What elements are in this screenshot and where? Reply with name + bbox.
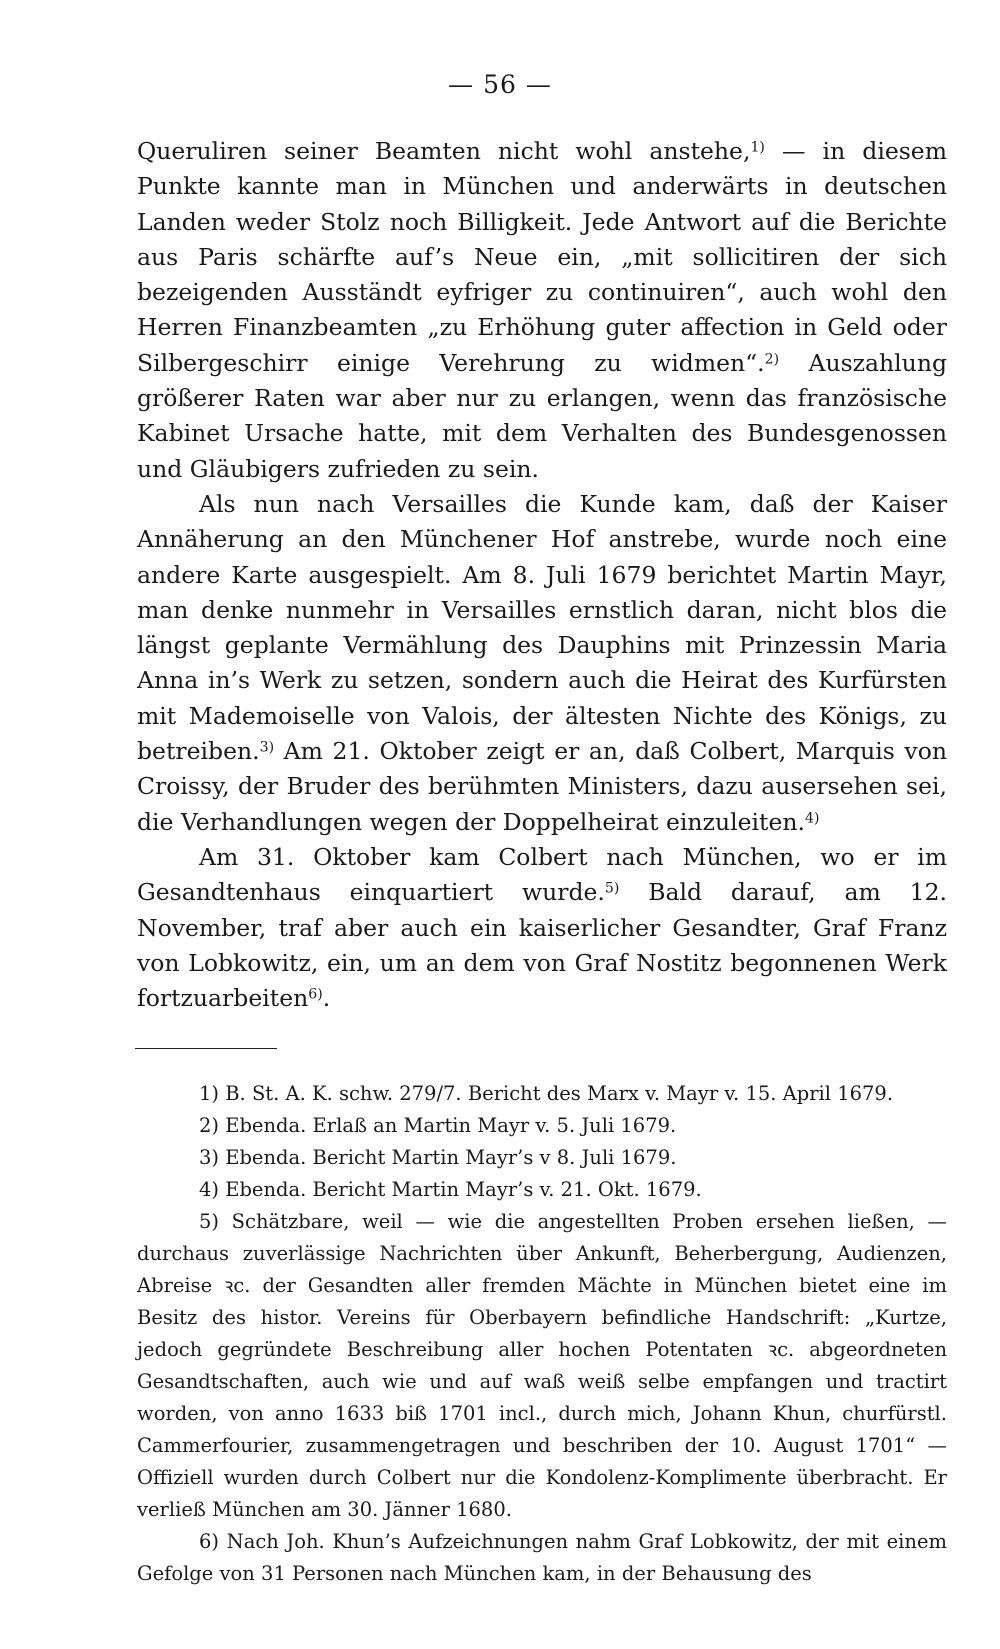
footnote-1: 1) B. St. A. K. schw. 279/7. Bericht des Marx v. Mayr v. 15. April 1679. bbox=[199, 1082, 894, 1105]
footnote-ref-2: 2) bbox=[764, 351, 780, 368]
text-segment: . bbox=[322, 984, 331, 1013]
footnote-ref-5: 5) bbox=[604, 880, 620, 897]
main-text bbox=[137, 134, 947, 1016]
footnote-ref-1: 1) bbox=[750, 139, 765, 156]
text-segment: Bald darauf, am 12. November, traf aber auch ein kaiserlicher Gesandter, Graf Franz von Lobkowitz, ein, um an dem von Graf Nostitz begonnenen Werk fortzuarbeiten bbox=[137, 878, 947, 1013]
footnote-4: 4) Ebenda. Bericht Martin Mayr’s v. 21. Okt. 1679. bbox=[199, 1178, 702, 1201]
footnotes bbox=[137, 1078, 947, 1590]
paragraph-3 bbox=[137, 840, 947, 1016]
text-segment: — in diesem Punkte kannte man in München und anderwärts in deutschen Landen weder Stolz noch Billigkeit. Jede Antwort auf die Berichte aus Paris schärfte auf’s Neue ein, „mit sollicitiren der sich bezeigenden Ausständt eyfriger zu continuiren“, auch wohl den Herren Finanzbeamten „zu Erhöhung guter affection in Geld oder Silbergeschirr einige Verehrung zu widmen“. bbox=[137, 137, 947, 377]
text-segment: Auszahlung größerer Raten war aber nur zu erlangen, wenn das französische Kabinet Ursache hatte, mit dem Verhalten des Bundesgenossen und Gläubigers zufrieden zu sein. bbox=[137, 348, 947, 483]
page-number: — 56 — bbox=[448, 70, 552, 99]
footnote-2: 2) Ebenda. Erlaß an Martin Mayr v. 5. Juli 1679. bbox=[199, 1114, 677, 1137]
footnote-3: 3) Ebenda. Bericht Martin Mayr’s v 8. Juli 1679. bbox=[199, 1146, 677, 1169]
text-segment: Als nun nach Versailles die Kunde kam, daß der Kaiser Annäherung an den Münchener Hof anstrebe, wurde noch eine andere Karte ausgespielt. Am 8. Juli 1679 berichtet Martin Mayr, man denke nunmehr in Versailles ernstlich daran, nicht blos die längst geplante Vermählung des Dauphins mit Prinzessin Maria Anna in’s Werk zu setzen, sondern auch die Heirat des Kurfürsten mit Mademoiselle von Valois, der ältesten Nichte des Königs, zu betreiben. bbox=[137, 489, 947, 766]
paragraph-2 bbox=[137, 487, 947, 840]
footnote-ref-3: 3) bbox=[259, 739, 275, 756]
footnote-separator bbox=[135, 1048, 277, 1049]
text-segment: Queruliren seiner Beamten nicht wohl anstehe, bbox=[137, 137, 751, 165]
paragraph-1 bbox=[137, 134, 947, 487]
footnote-6: 6) Nach Joh. Khun’s Aufzeichnungen nahm Graf Lobkowitz, der mit einem Gefolge von 31 Personen nach München kam, in der Behausung des bbox=[137, 1530, 947, 1585]
text-segment: Am 21. Oktober zeigt er an, daß Colbert, Marquis von Croissy, der Bruder des berühmten Ministers, dazu ausersehen sei, die Verhandlungen wegen der Doppelheirat einzuleiten. bbox=[137, 737, 947, 836]
footnote-ref-4: 4) bbox=[804, 809, 820, 826]
footnote-ref-6: 6) bbox=[308, 986, 323, 1003]
text-segment: Am 31. Oktober kam Colbert nach München, wo er im Gesandtenhaus einquartiert wurde. bbox=[137, 842, 947, 907]
footnote-5: 5) Schätzbare, weil — wie die angestellten Proben ersehen ließen, — durchaus zuverlässige Nachrichten über Ankunft, Beherbergung, Audienzen, Abreise ꝛc. der Gesandten aller fremden Mächte in München bietet eine im Besitz des histor. Vereins für Oberbayern befindliche Handschrift: „Kurtze, jedoch gegründete Beschreibung aller hochen Potentaten ꝛc. abgeordneten Gesandtschaften, auch wie und auf waß weiß selbe empfangen und tractirt worden, von anno 1633 biß 1701 incl., durch mich, Johann Khun, churfürstl. Cammerfourier, zusammengetragen und beschriben der 10. August 1701“ — Offiziell wurden durch Colbert nur die Kondolenz-Komplimente überbracht. Er verließ München am 30. Jänner 1680. bbox=[137, 1210, 947, 1521]
